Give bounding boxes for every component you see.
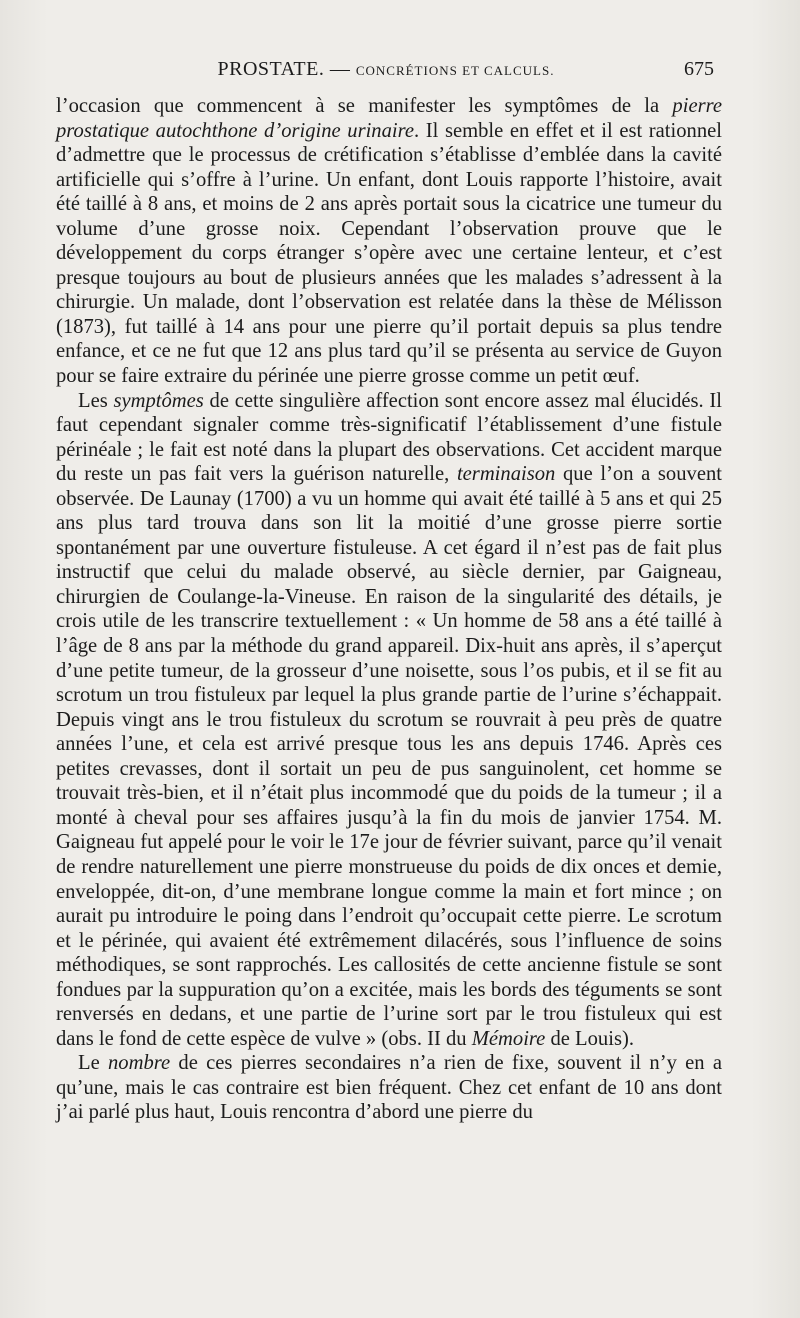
page-number: 675 — [684, 58, 714, 80]
paragraph-2 — [56, 389, 722, 1052]
text-run: Le — [78, 1052, 108, 1075]
running-header — [56, 58, 716, 88]
italic-phrase: pierre prostatique autochthone d’origine urinaire — [56, 95, 722, 142]
text-run: de ces pierres secondaires n’a rien de fixe, souvent il n’y en a qu’une, mais le cas contraire est bien fréquent. Chez cet enfant de 10 ans dont j’ai parlé plus haut, Louis rencontra d’abord une pierre du — [56, 1052, 722, 1124]
running-title-subtitle: CONCRÉTIONS ET CALCULS. — [355, 63, 555, 78]
body-text — [56, 94, 722, 1125]
italic-phrase: nombre — [108, 1052, 171, 1075]
text-run: . Il semble en effet et il est rationnel d’admettre que le processus de crétification s’établisse d’emblée dans la cavité artificielle qui s’offre à l’urine. Un enfant, dont Louis rapporte l’histoire, avait été taillé à 8 ans, et moins de 2 ans après portait sous la cicatrice une tumeur du volume d’une grosse noix. Cependant l’observation prouve que le développement du corps étranger s’opère avec une certaine lenteur, et c’est presque toujours au bout de plusieurs années que les malades s’adressent à la chirurgie. Un malade, dont l’observation est relatée dans la thèse de Mélisson (1873), fut taillé à 14 ans pour une pierre qu’il portait depuis sa plus tendre enfance, et ce ne fut que 12 ans plus tard qu’il se présenta au service de Guyon pour se faire extraire du périnée une pierre grosse comme un petit œuf. — [56, 119, 722, 388]
running-title-main: PROSTATE. — — [217, 58, 351, 80]
text-run: l’occasion que commencent à se manifester les symptômes de la — [56, 95, 673, 117]
italic-phrase: terminaison — [456, 463, 556, 486]
text-run: que l’on a souvent observée. De Launay (1700) a vu un homme qui avait été taillé à 5 ans et qui 25 ans plus tard trouva dans son lit la moitié d’une grosse pierre sortie spontanément par une ouverture fistuleuse. A cet égard il n’est pas de fait plus instructif que celui du malade observé, au siècle dernier, par Gaigneau, chirurgien de Coulange-la-Vineuse. En raison de la singularité des détails, je crois utile de les transcrire textuellement : « Un homme de 58 ans a été taillé à l’âge de 8 ans par la méthode du grand appareil. Dix-huit ans après, il s’aperçut d’une petite tumeur, de la grosseur d’une noisette, sous l’os pubis, et il se fit au scrotum un trou fistuleux par lequel la plus grande partie de l’urine s’échappait. Depuis vingt ans le trou fistuleux du scrotum se rouvrait à peu près de quatre années l’une, et cela est arrivé presque tous les ans depuis 1746. Après ces petites crevasses, dont il sortait un peu de pus sanguinolent, cet homme se trouvait très-bien, et il n’était plus incommodé que du poids de la tumeur ; il a monté à cheval pour ses affaires jusqu’à la fin du mois de janvier 1754. M. Gaigneau fut appelé pour le voir le 17e jour de février suivant, parce qu’il venait de rendre naturellement une pierre monstrueuse du poids de dix onces et demie, enveloppée, dit-on, d’une membrane longue comme la main et fort mince ; on aurait pu introduire le poing dans l’endroit qu’occupait cette pierre. Le scrotum et le périnée, qui avaient été extrêmement dilacérés, sous l’influence de soins méthodiques, se sont rapprochés. Les callosités de cette ancienne fistule se sont fondues par la suppuration qu’on a excitée, mais les bords des téguments se sont renversés en dedans, et une partie de l’urine sort par le trou fistuleux qui est dans le fond de cette espèce de vulve » (obs. II du — [56, 463, 722, 1050]
paragraph-3 — [56, 1051, 722, 1125]
text-run: Les — [78, 389, 114, 412]
text-run: de cette singulière affection sont encore assez mal élucidés. Il faut cependant signaler comme très-significatif l’établissement d’une fistule périnéale ; le fait est noté dans la plupart des observations. Cet accident marque du reste un pas fait vers la guérison naturelle, — [56, 389, 722, 486]
paragraph-1 — [56, 94, 722, 389]
running-title — [56, 58, 716, 81]
italic-phrase: symptômes — [113, 389, 204, 412]
italic-phrase: Mémoire — [471, 1027, 546, 1050]
text-run: de Louis). — [545, 1027, 634, 1050]
